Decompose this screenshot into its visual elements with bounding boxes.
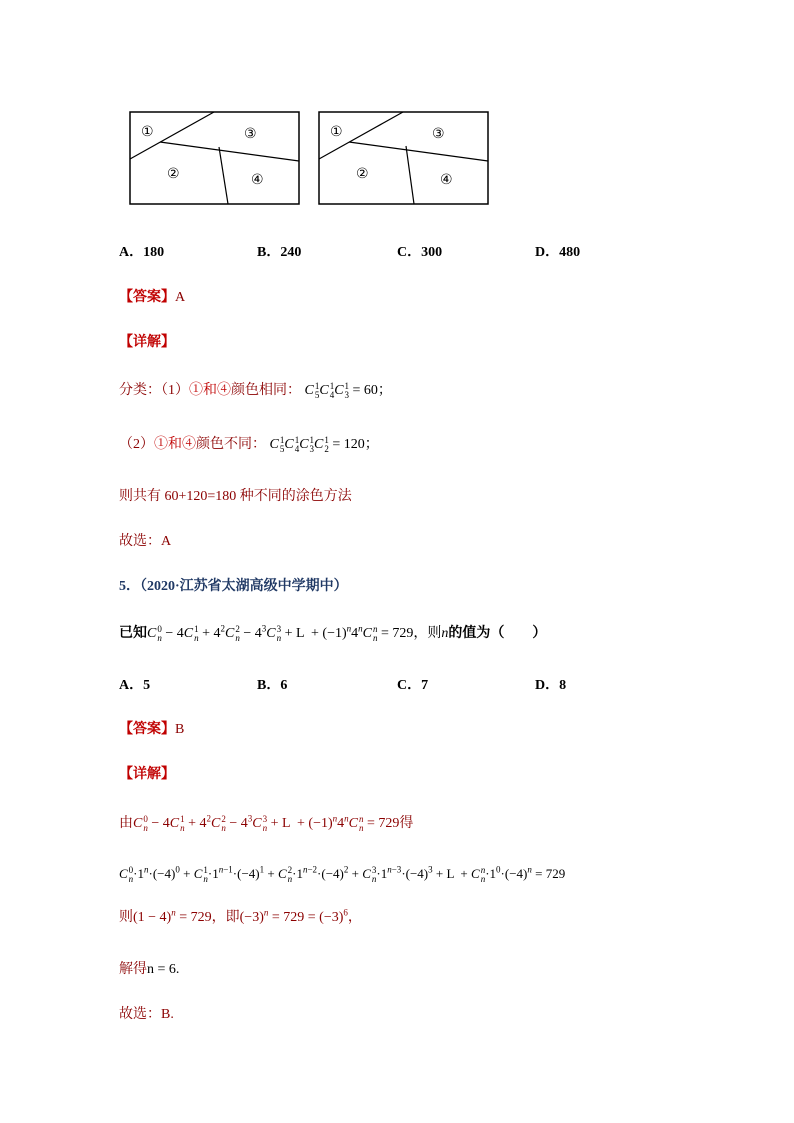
problem-5-stem: 已知C 0 n − 4C 1 n + $4^2C$ 2 n − $4^3C$ 3 n + $L + (-1)^n4^nC$ n n = 729，则n的值为（ ） <box>119 623 547 643</box>
answer-value: A <box>175 290 186 305</box>
region-2-label: ② <box>167 166 180 182</box>
option-b: B．6 <box>257 678 288 693</box>
solution-line-2: C 0 n $\cdot 1^n\cdot(-4)^0 + C$ 1 n $\cdot 1^{n-1}\cdot(-4)^1 + C$ 2 n $\cdot 1^{n-2}\cdot(-4)^2 + C$ 3 n $\cdot 1^{n-3}\cdot(-4)^3 + L + C$ n n $\cdot 1^0\cdot(-4)^n = 729$ <box>119 864 566 885</box>
region-3-label: ③ <box>432 126 445 142</box>
option-d: D．480 <box>535 245 581 260</box>
region-diagram-right <box>318 111 490 206</box>
region-2-label: ② <box>356 166 369 182</box>
answer-line <box>119 286 185 306</box>
region-1-label: ① <box>330 124 343 140</box>
option-c: C．300 <box>397 245 443 260</box>
solution-line-3: 则$(1 - 4)^n = 729$，即$(-3)^n = 729 = (-3)^6$， <box>119 907 362 925</box>
answer-tag: 【答案】 <box>119 290 175 305</box>
detail-tag: 【详解】 <box>119 335 175 350</box>
region-1-label: ① <box>141 124 154 140</box>
option-b: B．240 <box>257 245 302 260</box>
detail-tag: 【详解】 <box>119 767 175 782</box>
option-c: C．7 <box>397 678 429 693</box>
solve-line: 解得n = 6. <box>119 962 180 977</box>
total-line: 则共有 60+120=180 种不同的涂色方法 <box>119 489 352 504</box>
option-a: A．180 <box>119 245 165 260</box>
conclusion: 故选：A <box>119 534 172 549</box>
classification-line-1: 分类：（1）①和④颜色相同： C 1 5 C 1 4 C 1 3 = 60； <box>119 380 392 400</box>
problem-5-title: 5．（2020·江苏省太湖高级中学期中） <box>119 579 348 594</box>
formula: C 1 5 C 1 4 C 1 3 = 60； <box>304 380 392 400</box>
answer-tag: 【答案】 <box>119 722 175 737</box>
region-diagram-left <box>129 111 301 206</box>
region-4-label: ④ <box>251 172 264 188</box>
formula: C 1 5 C 1 4 C 1 3 C 1 2 = 120； <box>269 434 379 454</box>
region-3-label: ③ <box>244 126 257 142</box>
answer-value: B <box>175 722 185 737</box>
conclusion: 故选：B. <box>119 1007 174 1022</box>
answer-line <box>119 718 184 738</box>
option-d: D．8 <box>535 678 567 693</box>
classification-line-2: （2）①和④颜色不同： C 1 5 C 1 4 C 1 3 C 1 2 = 120； <box>119 434 379 454</box>
option-a: A．5 <box>119 678 151 693</box>
region-4-label: ④ <box>440 172 453 188</box>
solution-line-1: 由C 0 n − 4C 1 n + $4^2C$ 2 n − $4^3C$ 3 n + $L + (-1)^n4^nC$ n n = 729得 <box>119 813 414 833</box>
